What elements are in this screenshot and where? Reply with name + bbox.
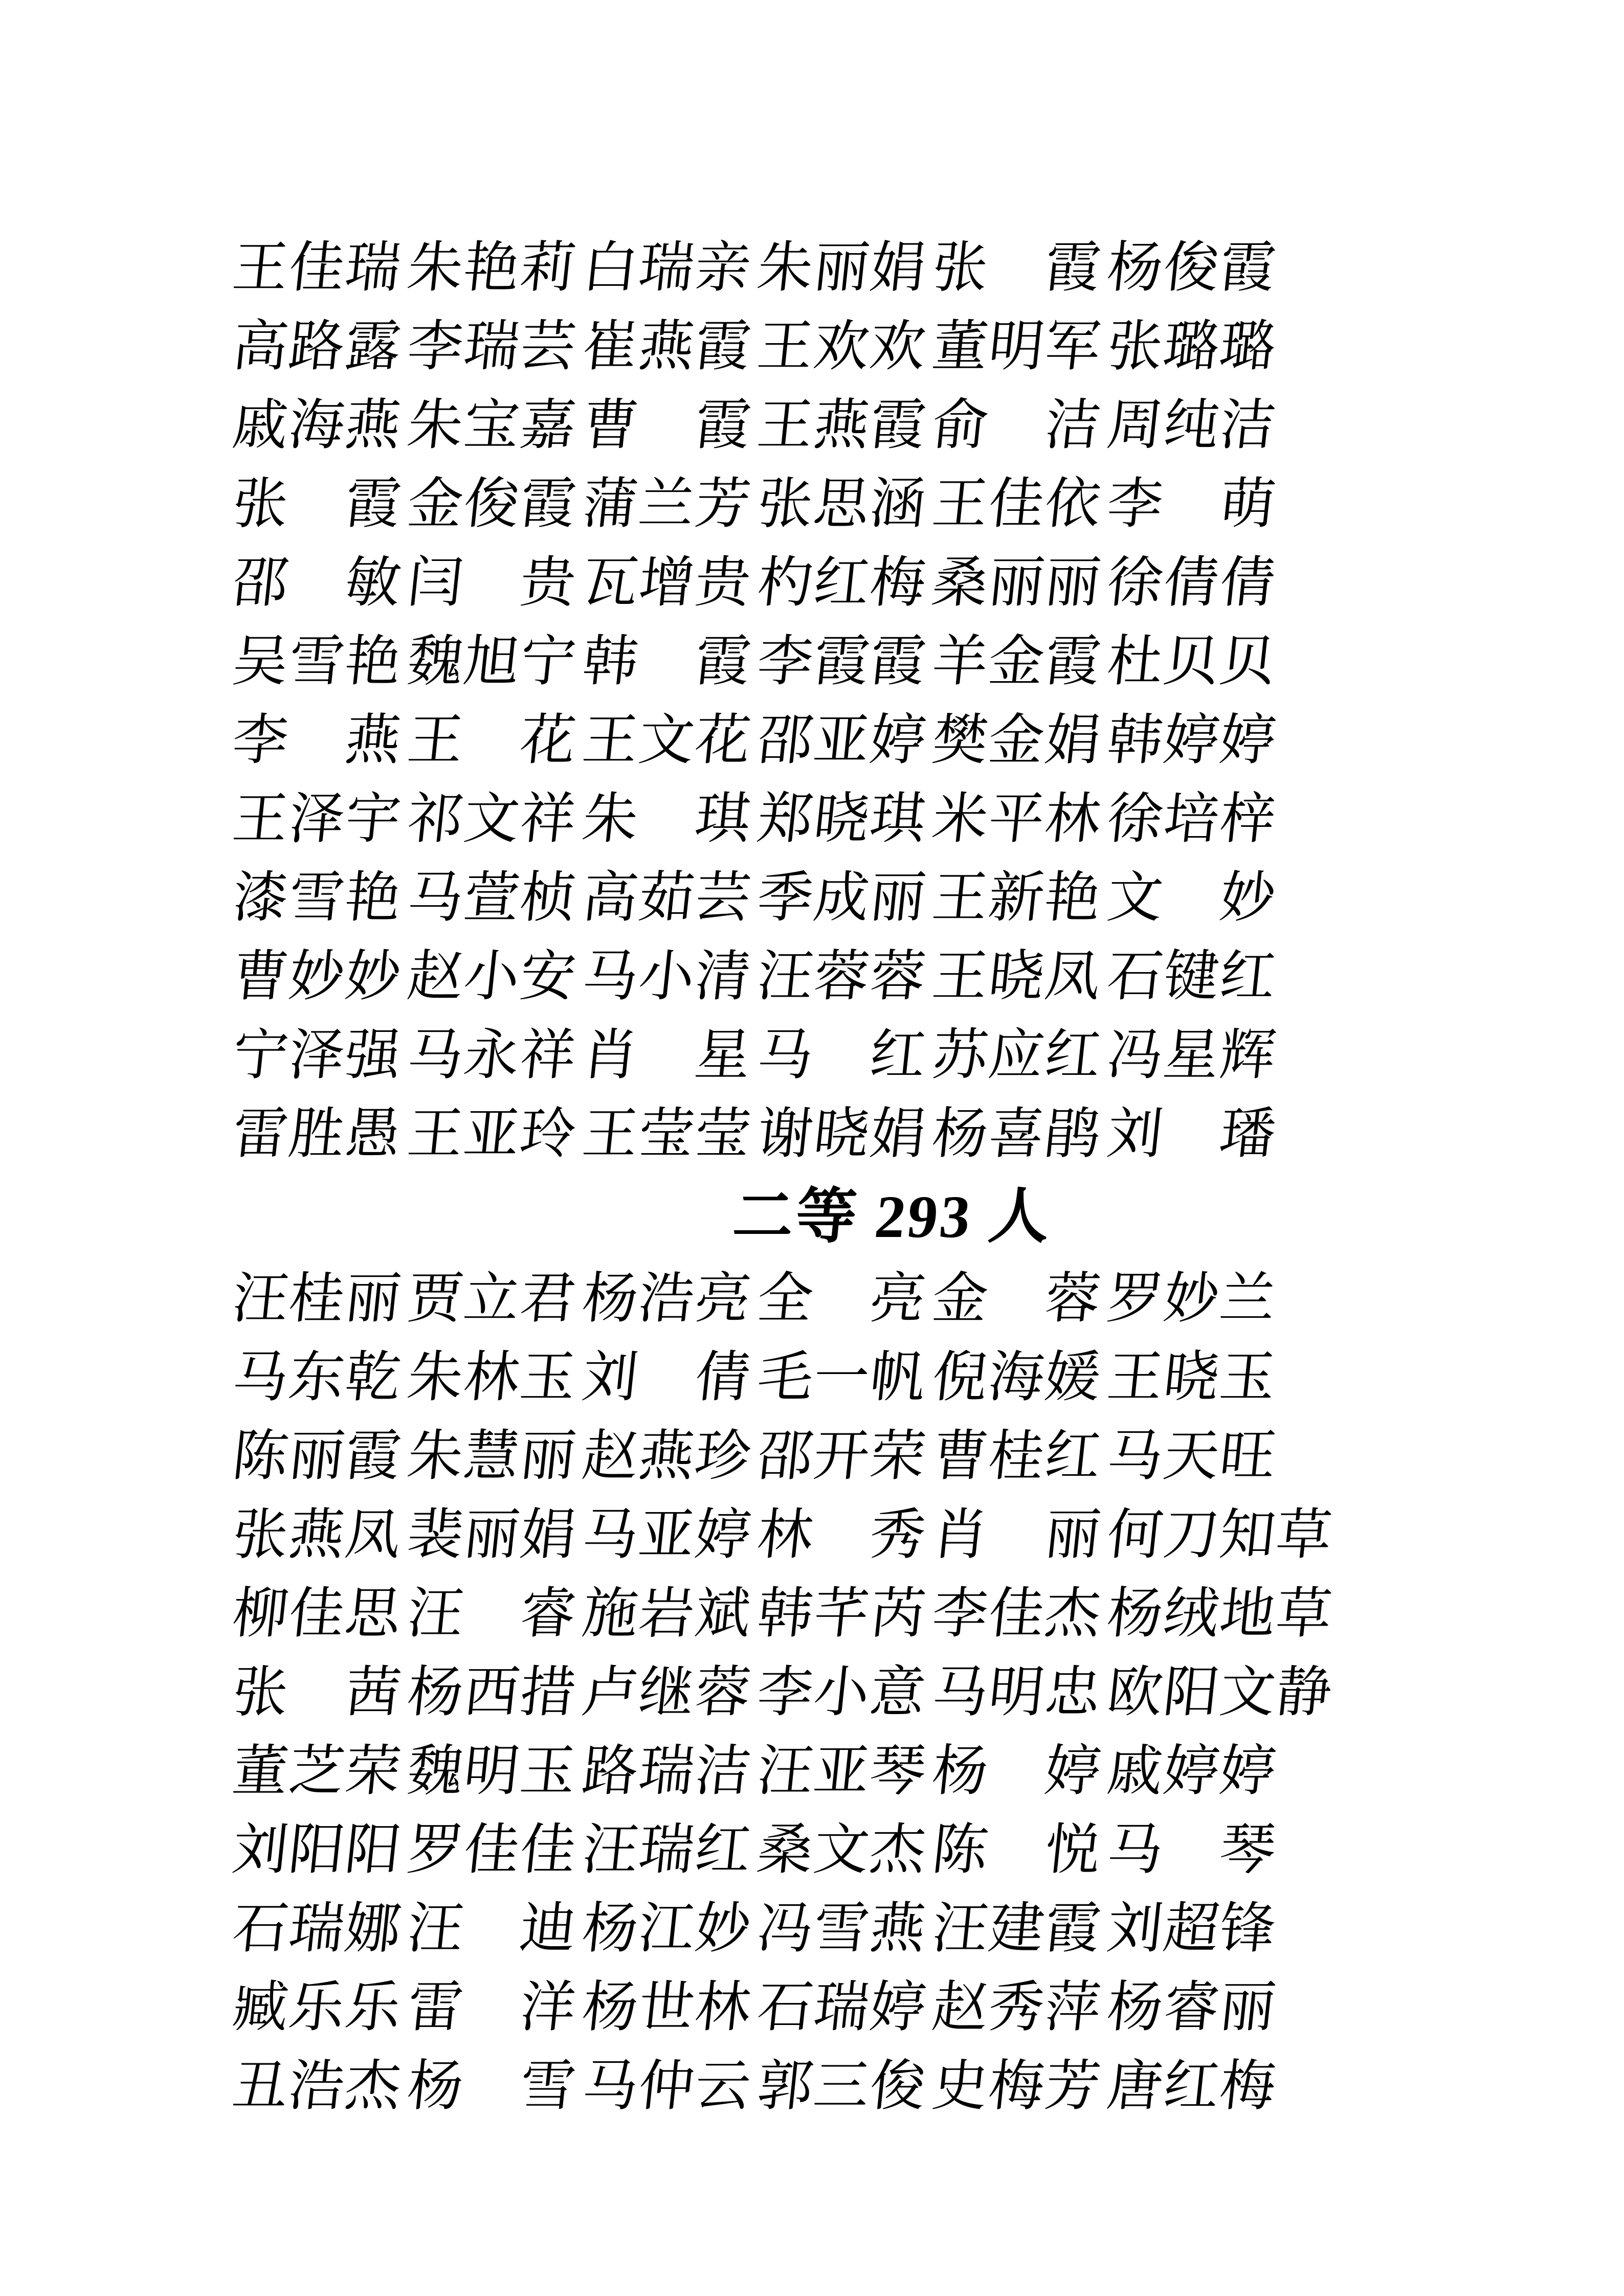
- person-name: 王欢欢: [754, 317, 930, 377]
- person-name: 朱慧丽: [404, 1426, 580, 1487]
- person-name: 樊金娟: [929, 710, 1105, 771]
- person-name: 朱林玉: [404, 1347, 580, 1408]
- person-name: 朱宝嘉: [404, 395, 580, 456]
- person-name: 汪亚琴: [754, 1741, 930, 1802]
- person-name: 王文花: [579, 710, 755, 771]
- person-name: 杨睿丽: [1104, 1977, 1280, 2038]
- person-name: 董芝荣: [229, 1741, 405, 1802]
- person-name: 李霞霞: [754, 632, 930, 692]
- person-name: 瓦增贵: [579, 553, 755, 614]
- person-name: 文 妙: [1104, 868, 1280, 929]
- person-name: 苏应红: [929, 1025, 1105, 1086]
- person-name: 杜贝贝: [1104, 632, 1280, 692]
- person-name: 朱 琪: [579, 789, 755, 850]
- person-name: 石瑞婷: [754, 1977, 930, 2038]
- person-name: 魏明玉: [404, 1741, 580, 1802]
- person-name: 何刀知草: [1104, 1505, 1336, 1566]
- person-name: 祁文祥: [404, 789, 580, 850]
- person-name: 戚海燕: [229, 395, 405, 456]
- person-name: 倪海媛: [929, 1347, 1105, 1408]
- person-name: 刘阳阳: [229, 1820, 405, 1881]
- person-name: 杨世林: [579, 1977, 755, 2038]
- person-name: 王佳依: [929, 474, 1105, 535]
- person-name: 马东乾: [229, 1347, 405, 1408]
- person-name: 雷胜愚: [229, 1104, 405, 1165]
- person-name: 陈 悦: [929, 1820, 1105, 1881]
- person-name: 施岩斌: [579, 1584, 755, 1645]
- section-heading-text: 二等 293 人: [730, 1183, 1055, 1250]
- person-name: 肖 丽: [929, 1505, 1105, 1566]
- person-name: 张燕凤: [229, 1505, 405, 1566]
- section-heading: [315, 1174, 1471, 1260]
- person-name: 杨浩亮: [579, 1269, 755, 1330]
- person-name: 朱艳莉: [404, 238, 580, 299]
- person-name: 林 秀: [754, 1505, 930, 1566]
- name-row: [229, 1260, 1389, 1339]
- name-row: [229, 387, 1389, 465]
- name-row: [229, 229, 1389, 308]
- name-row: [229, 938, 1389, 1017]
- person-name: 周纯洁: [1104, 395, 1280, 456]
- person-name: 肖 星: [579, 1025, 755, 1086]
- person-name: 柳佳思: [229, 1584, 405, 1645]
- person-name: 罗佳佳: [404, 1820, 580, 1881]
- person-name: 丑浩杰: [229, 2056, 405, 2117]
- person-name: 王亚玲: [404, 1104, 580, 1165]
- person-name: 汪桂丽: [229, 1269, 405, 1330]
- person-name: 董明军: [929, 317, 1105, 377]
- name-row: [229, 1732, 1389, 1811]
- person-name: 赵小安: [404, 947, 580, 1007]
- person-name: 马 琴: [1104, 1820, 1280, 1881]
- person-name: 卢继蓉: [579, 1662, 755, 1723]
- person-name: 李佳杰: [929, 1584, 1105, 1645]
- person-name: 毛一帆: [754, 1347, 930, 1408]
- person-name: 王莹莹: [579, 1104, 755, 1165]
- name-row: [229, 1017, 1389, 1095]
- person-name: 漆雪艳: [229, 868, 405, 929]
- name-row: [229, 859, 1389, 938]
- person-name: 徐培梓: [1104, 789, 1280, 850]
- person-name: 邵 敏: [229, 553, 405, 614]
- person-name: 欧阳文静: [1104, 1662, 1336, 1723]
- person-name: 路瑞洁: [579, 1741, 755, 1802]
- name-row: [229, 2047, 1389, 2126]
- person-name: 季成丽: [754, 868, 930, 929]
- person-name: 金 蓉: [929, 1269, 1105, 1330]
- person-name: 石键红: [1104, 947, 1280, 1007]
- person-name: 李 燕: [229, 710, 405, 771]
- person-name: 李 萌: [1104, 474, 1280, 535]
- person-name: 王佳瑞: [229, 238, 405, 299]
- person-name: 谢晓娟: [754, 1104, 930, 1165]
- person-name: 马天旺: [1104, 1426, 1280, 1487]
- person-name: 李小意: [754, 1662, 930, 1723]
- person-name: 韩芊芮: [754, 1584, 930, 1645]
- person-name: 曹妙妙: [229, 947, 405, 1007]
- name-row: [229, 465, 1389, 544]
- name-row: [229, 1496, 1389, 1575]
- person-name: 徐倩倩: [1104, 553, 1280, 614]
- person-name: 雷 洋: [404, 1977, 580, 2038]
- person-name: 杨西措: [404, 1662, 580, 1723]
- person-name: 吴雪艳: [229, 632, 405, 692]
- person-name: 马亚婷: [579, 1505, 755, 1566]
- name-row: [229, 702, 1389, 780]
- person-name: 赵燕珍: [579, 1426, 755, 1487]
- name-row: [229, 1969, 1389, 2047]
- person-name: 宁泽强: [229, 1025, 405, 1086]
- person-name: 白瑞亲: [579, 238, 755, 299]
- person-name: 汪瑞红: [579, 1820, 755, 1881]
- person-name: 杨 婷: [929, 1741, 1105, 1802]
- person-name: 闫 贵: [404, 553, 580, 614]
- person-name: 韩 霞: [579, 632, 755, 692]
- person-name: 王晓玉: [1104, 1347, 1280, 1408]
- person-name: 王泽宇: [229, 789, 405, 850]
- person-name: 杨绒地草: [1104, 1584, 1336, 1645]
- person-name: 韩婷婷: [1104, 710, 1280, 771]
- person-name: 李瑞芸: [404, 317, 580, 377]
- person-name: 杨喜鹃: [929, 1104, 1105, 1165]
- person-name: 陈丽霞: [229, 1426, 405, 1487]
- person-name: 汪建霞: [929, 1899, 1105, 1960]
- name-row: [229, 1095, 1389, 1174]
- person-name: 石瑞娜: [229, 1899, 405, 1960]
- person-name: 羊金霞: [929, 632, 1105, 692]
- person-name: 杓红梅: [754, 553, 930, 614]
- person-name: 张璐璐: [1104, 317, 1280, 377]
- person-name: 崔燕霞: [579, 317, 755, 377]
- name-row: [229, 1339, 1389, 1417]
- person-name: 冯星辉: [1104, 1025, 1280, 1086]
- person-name: 罗妙兰: [1104, 1269, 1280, 1330]
- person-name: 张 霞: [229, 474, 405, 535]
- name-row: [229, 1811, 1389, 1890]
- name-row: [229, 1575, 1389, 1654]
- person-name: 桑文杰: [754, 1820, 930, 1881]
- document-page: [229, 229, 1389, 2126]
- person-name: 戚婷婷: [1104, 1741, 1280, 1802]
- person-name: 张 茜: [229, 1662, 405, 1723]
- person-name: 马萱桢: [404, 868, 580, 929]
- person-name: 高路露: [229, 317, 405, 377]
- person-name: 杨江妙: [579, 1899, 755, 1960]
- name-row: [229, 308, 1389, 387]
- name-row: [229, 1890, 1389, 1969]
- person-name: 唐红梅: [1104, 2056, 1280, 2117]
- person-name: 裴丽娟: [404, 1505, 580, 1566]
- person-name: 邵开荣: [754, 1426, 930, 1487]
- name-row: [229, 544, 1389, 623]
- person-name: 刘超锋: [1104, 1899, 1280, 1960]
- person-name: 马永祥: [404, 1025, 580, 1086]
- person-name: 杨 雪: [404, 2056, 580, 2117]
- person-name: 魏旭宁: [404, 632, 580, 692]
- person-name: 刘 璠: [1104, 1104, 1280, 1165]
- name-list-section-second: [229, 1260, 1389, 2126]
- person-name: 马明忠: [929, 1662, 1105, 1723]
- person-name: 朱丽娟: [754, 238, 930, 299]
- person-name: 王晓凤: [929, 947, 1105, 1007]
- person-name: 全 亮: [754, 1269, 930, 1330]
- person-name: 金俊霞: [404, 474, 580, 535]
- person-name: 王新艳: [929, 868, 1105, 929]
- person-name: 蒲兰芳: [579, 474, 755, 535]
- person-name: 王 花: [404, 710, 580, 771]
- person-name: 臧乐乐: [229, 1977, 405, 2038]
- person-name: 张 霞: [929, 238, 1105, 299]
- person-name: 俞 洁: [929, 395, 1105, 456]
- person-name: 马 红: [754, 1025, 930, 1086]
- person-name: 刘 倩: [579, 1347, 755, 1408]
- person-name: 贾立君: [404, 1269, 580, 1330]
- person-name: 米平林: [929, 789, 1105, 850]
- person-name: 桑丽丽: [929, 553, 1105, 614]
- person-name: 史梅芳: [929, 2056, 1105, 2117]
- person-name: 高茹芸: [579, 868, 755, 929]
- name-row: [229, 1417, 1389, 1496]
- person-name: 张思涵: [754, 474, 930, 535]
- person-name: 曹桂红: [929, 1426, 1105, 1487]
- person-name: 杨俊霞: [1104, 238, 1280, 299]
- person-name: 冯雪燕: [754, 1899, 930, 1960]
- person-name: 郭三俊: [754, 2056, 930, 2117]
- name-row: [229, 1654, 1389, 1732]
- person-name: 汪蓉蓉: [754, 947, 930, 1007]
- person-name: 曹 霞: [579, 395, 755, 456]
- name-list-section-first: [229, 229, 1389, 1174]
- person-name: 汪 迪: [404, 1899, 580, 1960]
- person-name: 马小清: [579, 947, 755, 1007]
- name-row: [229, 780, 1389, 859]
- person-name: 汪 睿: [404, 1584, 580, 1645]
- person-name: 王燕霞: [754, 395, 930, 456]
- name-row: [229, 623, 1389, 702]
- person-name: 郑晓琪: [754, 789, 930, 850]
- person-name: 赵秀萍: [929, 1977, 1105, 2038]
- person-name: 马仲云: [579, 2056, 755, 2117]
- person-name: 邵亚婷: [754, 710, 930, 771]
